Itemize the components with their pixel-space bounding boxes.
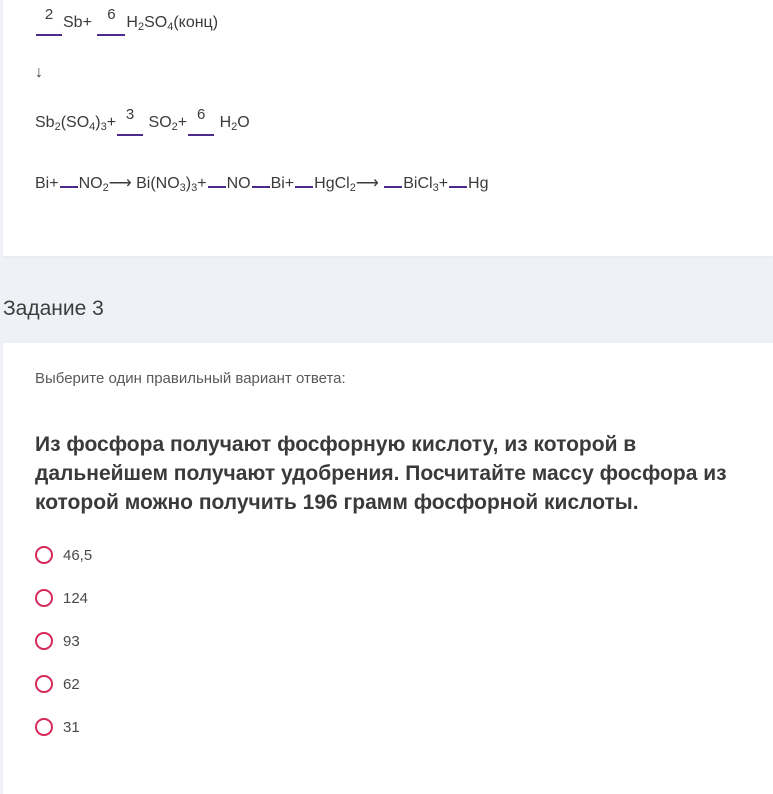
coefficient-input-8[interactable] (295, 168, 313, 188)
coefficient-input-5[interactable] (60, 168, 78, 188)
question-text: Из фосфора получают фосфорную кислоту, из которой в дальнейшем получают удобрения. Посчитайте массу фосфора из которой можно получить 196 грамм фосфорной кислоты. (35, 433, 727, 514)
formula-text: (SO (60, 114, 90, 131)
formula-text: NO (226, 175, 251, 192)
subscript: 2 (54, 121, 61, 133)
equation-line-3 (35, 168, 488, 194)
answer-label: 31 (63, 718, 80, 736)
instruction-text: Выберите один правильный вариант ответа: (35, 370, 346, 387)
subscript: 3 (191, 182, 198, 194)
coefficient-value: 6 (107, 6, 116, 23)
coefficient-input-10[interactable] (449, 168, 467, 188)
radio-button[interactable] (35, 718, 53, 736)
subscript: 4 (89, 121, 96, 133)
coefficient-input-3[interactable] (117, 106, 143, 136)
coefficient-value: 6 (196, 106, 206, 123)
answer-option-1[interactable] (35, 544, 92, 566)
subscript: 2 (171, 121, 178, 133)
formula-text: HgCl (314, 175, 350, 192)
coefficient-value: 2 (44, 6, 54, 23)
formula-text: + (106, 114, 117, 131)
answer-option-3[interactable] (35, 630, 80, 652)
coefficient-input-6[interactable] (208, 168, 226, 188)
coefficient-input-7[interactable] (252, 168, 270, 188)
coefficient-input-1[interactable] (36, 6, 62, 36)
formula-text: NO (78, 175, 103, 192)
answer-label: 46,5 (63, 546, 93, 564)
coefficient-input-9[interactable] (384, 168, 402, 188)
answer-option-5[interactable] (35, 716, 80, 738)
subscript: 2 (102, 182, 109, 194)
formula-text: + (197, 175, 207, 192)
coefficient-value: 3 (125, 106, 135, 123)
formula-text: H (126, 14, 138, 31)
subscript: 3 (100, 121, 107, 133)
subscript: 3 (432, 182, 439, 194)
radio-button[interactable] (35, 675, 53, 693)
formula-text: Hg (468, 175, 489, 192)
formula-text: (конц) (173, 14, 219, 31)
answer-label: 93 (63, 632, 80, 650)
radio-button[interactable] (35, 632, 53, 650)
formula-text: H (219, 114, 232, 131)
coefficient-input-4[interactable] (188, 106, 214, 136)
radio-button[interactable] (35, 589, 53, 607)
formula-text: Bi+ (35, 175, 59, 192)
down-arrow-icon: ↓ (35, 64, 43, 81)
formula-text: BiCl (403, 175, 433, 192)
formula-text: O (237, 114, 250, 131)
subscript: 2 (137, 21, 145, 33)
answer-option-2[interactable] (35, 587, 88, 609)
formula-text: SO (144, 14, 168, 31)
equation-line-2 (35, 106, 250, 136)
formula-text: ) (185, 175, 192, 192)
answer-label: 124 (63, 589, 89, 607)
subscript: 3 (179, 182, 186, 194)
formula-text: Sb+ (63, 14, 92, 31)
radio-button[interactable] (35, 546, 53, 564)
formula-text: ) (95, 114, 101, 131)
answer-option-4[interactable] (35, 673, 80, 695)
formula-text: + (177, 114, 188, 131)
subscript: 2 (231, 121, 238, 133)
formula-text: + (438, 175, 449, 192)
formula-text: Bi+ (270, 175, 295, 192)
formula-text: ⟶ (355, 175, 379, 192)
equation-line-1 (35, 6, 219, 36)
task-card (3, 343, 773, 794)
subscript: 2 (349, 182, 356, 194)
formula-text: Sb (35, 114, 55, 131)
section-title: Задание 3 (3, 297, 104, 320)
formula-text: ⟶ Bi(NO (108, 175, 180, 192)
equations-card (3, 0, 773, 256)
coefficient-input-2[interactable] (97, 6, 125, 36)
answer-label: 62 (63, 675, 80, 693)
subscript: 4 (167, 21, 174, 33)
formula-text: SO (148, 114, 172, 131)
